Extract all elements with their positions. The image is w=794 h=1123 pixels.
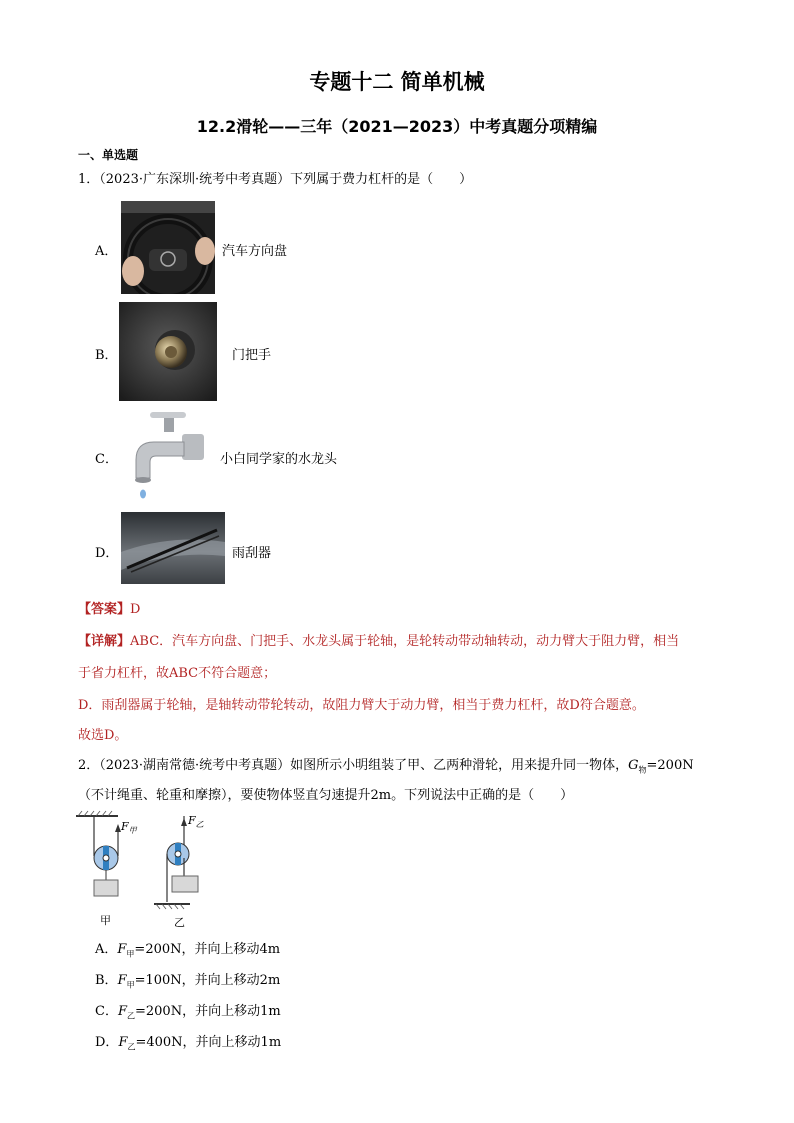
q1-detail-line2: 于省力杠杆，故ABC不符合题意； [78, 666, 277, 681]
page-title: 专题十二 简单机械 [309, 70, 485, 94]
wiper-image [121, 512, 225, 584]
q2-stem-line1 [78, 756, 694, 781]
q1-answer [78, 598, 140, 617]
q2-g-symbol: G [628, 758, 639, 773]
q1-option-d-letter: D． [95, 546, 119, 561]
q2-option-b: B．$F_甲=100N$，并向上移动2m [95, 973, 281, 990]
q2-option-c: C．$F_乙=200N$，并向上移动1m [95, 1004, 281, 1021]
q1-option-c-text: 小白同学家的水龙头 [220, 452, 338, 467]
q1-option-b-letter: B． [95, 348, 118, 363]
q2-g-value: =200N [646, 758, 694, 773]
q1-detail-line1 [78, 630, 679, 649]
q1-option-a-letter: A． [95, 244, 118, 259]
q1-option-b-text: 门把手 [232, 348, 272, 363]
detail-label: 【详解】 [78, 634, 131, 649]
q2-g-sub: 物 [638, 765, 647, 775]
q1-option-a-text: 汽车方向盘 [222, 244, 288, 259]
q2-stem-line2: （不计绳重、轮重和摩擦），要使物体竖直匀速提升2m。下列说法中正确的是（ ） [78, 788, 574, 803]
q2-stem-text: 2．（2023·湖南常德·统考中考真题）如图所示小明组装了甲、乙两种滑轮，用来提升同一物体， [78, 758, 629, 773]
fig-label-yi: 乙 [174, 916, 185, 929]
q1-detail-line4: 故选D。 [78, 728, 128, 743]
pulley-figure [74, 810, 224, 932]
q1-detail-line3: D．雨刮器属于轮轴，是轴转动带轮转动，故阻力臂大于动力臂，相当于费力杠杆，故D符合题意。 [78, 698, 645, 713]
answer-label: 【答案】 [78, 602, 131, 617]
q2-option-a: A．$F_甲=200N$，并向上移动4m [95, 942, 281, 959]
answer-value: D [130, 602, 141, 617]
fig-label-jia: 甲 [100, 914, 111, 927]
force-label-left: $F_甲$ [121, 820, 137, 836]
door-knob-image [119, 302, 217, 401]
faucet-image [120, 408, 208, 502]
q1-option-c-letter: C． [95, 452, 118, 467]
steering-wheel-image [121, 201, 215, 294]
q1-option-d-text: 雨刮器 [232, 546, 272, 561]
detail-text-1: ABC．汽车方向盘、门把手、水龙头属于轮轴，是轮转动带动轴转动，动力臂大于阻力臂，相当 [130, 634, 680, 649]
q1-stem: 1．（2023·广东深圳·统考中考真题）下列属于费力杠杆的是（ ） [78, 172, 473, 187]
page-subtitle: 12.2滑轮——三年（2021—2023）中考真题分项精编 [196, 117, 598, 136]
q2-option-d: D．$F_乙=400N$，并向上移动1m [95, 1035, 282, 1052]
section-heading: 一、单选题 [78, 148, 139, 162]
force-label-right: $F_乙$ [188, 814, 204, 830]
